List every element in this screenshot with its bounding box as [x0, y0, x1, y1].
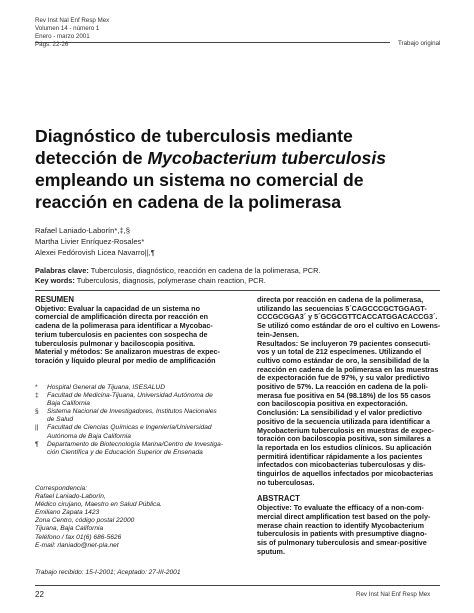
received-dates: Trabajo recibido: 15-I-2001; Aceptado: 27-III-2001: [35, 569, 181, 576]
footer-rule: [35, 585, 440, 586]
section-label: Trabajo original: [398, 40, 441, 47]
footnote-mark: *: [35, 384, 38, 391]
abstract-heading: ABSTRACT: [257, 494, 300, 504]
footnote-mark: ¶: [35, 440, 39, 448]
keywords-en-text: Tuberculosis, diagnosis, polymerase chain reaction, PCR.: [74, 275, 266, 285]
keywords-es: [35, 266, 445, 276]
page-number: 22: [35, 590, 44, 599]
keywords-es-text: Tuberculosis, diagnóstico, reacción en cadena de la polimerasa, PCR.: [88, 266, 321, 275]
correspondence-block: [35, 485, 250, 550]
keywords-es-label: Palabras clave:: [35, 266, 89, 275]
resumen-line: de expectoración fue de 97%, y su valor predictivo: [257, 373, 430, 383]
resumen-line: Material y métodos: Se analizaron muestras de expec-: [35, 347, 220, 357]
header-rule: [35, 42, 390, 43]
footer-journal: Rev Inst Nal Enf Resp Mex: [356, 591, 431, 598]
footnote: [35, 441, 250, 457]
footnote-mark: §: [35, 408, 39, 416]
author-list: [35, 225, 155, 258]
footnote: [35, 384, 250, 392]
resumen-line: permitirá identificar rápidamente a los pacientes: [257, 451, 423, 461]
affiliation-footnotes: [35, 384, 250, 457]
resumen-line: toración y líquido pleural por medio de amplificación: [35, 355, 216, 365]
footnote-line: Hospital General de Tijuana, ISESALUD: [47, 384, 165, 391]
title-line-3: empleando un sistema no comercial de: [35, 170, 364, 190]
author: Rafael Laniado-Laborín*,‡,§: [35, 226, 130, 235]
resumen-line: no tuberculosas.: [257, 477, 315, 487]
title-line-2: [35, 147, 435, 169]
correspondence-line: Zona Centro, código postal 22000: [35, 517, 135, 525]
abstract-line: sis of pulmonary tuberculosis and smear-positive: [257, 537, 427, 547]
resumen-line: directa por reacción en cadena de la polimerasa,: [257, 295, 424, 304]
article-title: [35, 125, 435, 213]
resumen-line: la reportada en los estudios clínicos. Su aplicación: [257, 442, 432, 452]
resumen-line: Objetivo: Evaluar la capacidad de un sistema no: [35, 303, 200, 313]
resumen-line: merasa fue positiva en 54 (98.18%) de los 55 casos: [257, 390, 431, 400]
resumen-heading: RESUMEN: [35, 295, 74, 304]
footnote: [35, 408, 250, 424]
footnote-line: Departamento de Biotecnología Marina/Centro de Investiga-: [47, 440, 223, 448]
resumen-line: positivo de 57%. La reacción en cadena de la poli-: [257, 382, 428, 392]
resumen-left: [35, 296, 240, 366]
abstract-line: tuberculosis in patients with presumptive diagno-: [257, 529, 427, 539]
resumen-line: Se utilizó como estándar de oro el cultivo en Lowens-: [257, 321, 441, 331]
resumen-line: cultivo como estándar de oro, la sensibilidad de la: [257, 355, 430, 365]
keywords-en-label: Key words:: [35, 275, 75, 285]
resumen-line: tinguirlos de aquellos infectados por micobacterias: [257, 469, 434, 479]
keywords-rule: [35, 290, 440, 291]
resumen-line: infectados con micobacterias tuberculosas y dis-: [257, 460, 426, 470]
resumen-line: vos y un total de 212 especímenes. Utilizando el: [257, 347, 422, 357]
footnote: [35, 424, 250, 440]
footnote-line: ción Científica y de Educación Superior de Ensenada: [47, 448, 203, 456]
footnote-line: de Salud: [47, 416, 74, 424]
correspondence-line: Tijuana, Baja California: [35, 525, 104, 533]
resumen-line: toración con baciloscopia positiva, son similares a: [257, 434, 431, 444]
title-organism: Mycobacterium tuberculosis: [147, 148, 386, 168]
footnote-mark: ||: [35, 424, 39, 432]
abstract-line: sputum.: [257, 546, 285, 556]
footnote-line: Facultad de Ciencias Químicas e Ingeniería/Universidad: [47, 424, 212, 432]
page-range: Págs. 22-26: [35, 41, 69, 48]
abstract-line: merase chain reaction to identify Mycobacterium: [257, 520, 424, 530]
resumen-line: Resultados: Se incluyeron 79 pacientes consecuti-: [257, 338, 431, 348]
correspondence-email: E-mail: rlaniado@net-pla.net: [35, 541, 119, 549]
resumen-line: terium tuberculosis en pacientes con sospecha de: [35, 329, 208, 339]
abstract-line: Objective: To evaluate the efficacy of a non-com-: [257, 503, 424, 513]
resumen-line: utilizando las secuencias 5´CAGCCCGCTGGAGT-: [257, 303, 427, 313]
footnote: [35, 392, 250, 408]
title-line-1: Diagnóstico de tuberculosis mediante: [35, 126, 353, 146]
resumen-line: Mycobacterium tuberculosis en muestras de expec-: [257, 425, 434, 435]
keywords-block: [35, 266, 445, 285]
resumen-line: tuberculosis pulmonar y baciloscopia positiva.: [35, 338, 196, 348]
keywords-en: [35, 276, 445, 286]
journal-header: [35, 17, 109, 49]
footnote-line: Sistema Nacional de Investigadores, Institutos Nacionales: [47, 408, 217, 416]
abstract-line: mercial direct amplification test based on the poly-: [257, 511, 431, 521]
resumen-line: cadena de la polimerasa para identificar a Mycobac-: [35, 321, 213, 331]
title-line-4: reacción en cadena de la polimerasa: [35, 192, 342, 212]
footnote-mark: ‡: [35, 392, 39, 400]
resumen-line: positivo de la secuencia utilizada para identificar a: [257, 416, 430, 426]
correspondence-line: Emiliano Zapata 1423: [35, 509, 100, 517]
resumen-line: reacción en cadena de la polimerasa en las muestras: [257, 364, 439, 374]
volume-info: Volumen 14 - número 1: [35, 25, 100, 32]
resumen-line: tein-Jensen.: [257, 329, 299, 339]
correspondence-line: Rafael Laniado-Laborín,: [35, 493, 106, 501]
title-line-2-text: detección de: [35, 148, 148, 168]
journal-name: Rev Inst Nal Enf Resp Mex: [35, 17, 110, 24]
author: Martha Livier Enríquez-Rosales*: [35, 237, 145, 246]
correspondence-label: Correspondencia:: [35, 485, 88, 492]
issue-period: Enero - marzo 2001: [35, 33, 90, 40]
resumen-line: con baciloscopia positiva en expectoración.: [257, 399, 408, 409]
footnote-line: Facultad de Medicina-Tijuana, Universidad Autónoma de: [47, 392, 213, 400]
footnote-line: Baja California: [47, 400, 90, 408]
resumen-line: CCCGCGGA3´ y 5´GCGCGTTCACCATGGACACCG3´.: [257, 312, 438, 322]
resumen-right: [257, 296, 452, 556]
resumen-line: comercial de amplificación directa por reacción en: [35, 312, 208, 322]
correspondence-line: Médico cirujano, Maestro en Salud Pública.: [35, 501, 162, 509]
resumen-line: Conclusión: La sensibilidad y el valor predictivo: [257, 408, 422, 418]
footnote-line: Autónoma de Baja California: [47, 432, 131, 440]
author: Alexei Fedórovish Licea Navarro||,¶: [35, 248, 155, 257]
correspondence-line: Teléfono / fax 01(6) 686-5626: [35, 533, 122, 541]
